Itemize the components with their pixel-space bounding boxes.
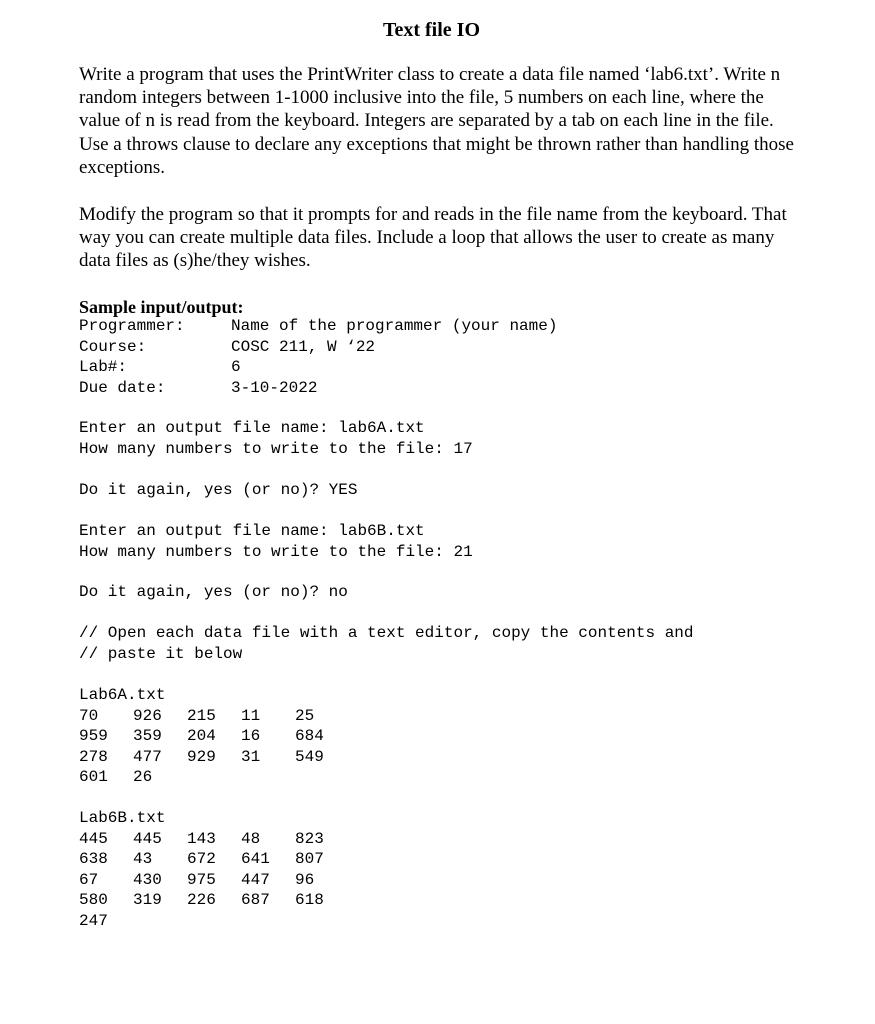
info-label: Course: <box>79 337 147 356</box>
info-row-course <box>79 337 557 358</box>
number-row <box>79 706 324 727</box>
code-comment <box>79 623 694 664</box>
number-row <box>79 849 324 870</box>
number-cell: 672 <box>187 850 216 868</box>
prompt-number-count: How many numbers to write to the file: 17 <box>79 439 473 458</box>
number-cell: 549 <box>295 747 324 766</box>
number-cell: 601 <box>79 768 108 786</box>
number-cell: 445 <box>133 829 162 848</box>
info-row-lab <box>79 357 557 378</box>
instructions-paragraph-1: Write a program that uses the PrintWriter class to create a data file named ‘lab6.txt’. Write n random integers between 1-1000 inclusive into the file, 5 numbers on each line, where the value of n is read from the keyboard. Integers are separated by a tab on each line in the file. Use a throws clause to declare any exceptions that might be thrown rather than handling those exceptions. <box>79 64 794 178</box>
prompt-do-again: Do it again, yes (or no)? YES <box>79 481 358 499</box>
number-cell: 447 <box>241 870 270 889</box>
number-cell: 823 <box>295 829 324 848</box>
number-cell: 143 <box>187 829 216 848</box>
file-b-contents <box>79 808 324 931</box>
document-title: Text file IO <box>382 19 481 41</box>
number-cell: 25 <box>295 706 315 725</box>
number-cell: 67 <box>79 870 99 889</box>
comment-line: // paste it below <box>79 644 243 663</box>
number-cell: 618 <box>295 891 324 909</box>
file-a-contents <box>79 685 324 788</box>
number-cell: 16 <box>241 727 261 745</box>
number-cell: 215 <box>187 706 216 725</box>
info-value: 6 <box>231 358 241 376</box>
session-2-prompts <box>79 521 473 562</box>
number-row <box>79 911 324 932</box>
number-cell: 204 <box>187 727 216 745</box>
number-cell: 638 <box>79 850 108 868</box>
number-cell: 684 <box>295 727 324 745</box>
info-value: Name of the programmer (your name) <box>231 317 558 335</box>
number-cell: 477 <box>133 747 162 766</box>
info-value: 3-10-2022 <box>231 378 318 397</box>
info-row-programmer <box>79 316 557 337</box>
number-row <box>79 747 324 768</box>
session-1-prompts <box>79 418 473 459</box>
number-cell: 319 <box>133 891 162 909</box>
number-cell: 580 <box>79 891 108 909</box>
number-cell: 26 <box>133 768 153 786</box>
instructions-paragraph-2: Modify the program so that it prompts for and reads in the file name from the keyboard. That way you can create multiple data files. Include a loop that allows the user to create as many data files as (s)he/they wishes. <box>79 204 787 272</box>
number-cell: 247 <box>79 911 108 930</box>
number-cell: 430 <box>133 870 162 889</box>
prompt-file-name: Enter an output file name: lab6A.txt <box>79 419 425 437</box>
file-name: Lab6B.txt <box>79 809 166 827</box>
sample-io-heading: Sample input/output: <box>79 297 244 317</box>
number-cell: 926 <box>133 706 162 725</box>
number-cell: 70 <box>79 706 99 725</box>
prompt-do-again: Do it again, yes (or no)? no <box>79 583 348 601</box>
number-row <box>79 890 324 911</box>
number-cell: 445 <box>79 829 108 848</box>
number-cell: 687 <box>241 891 270 909</box>
number-cell: 96 <box>295 870 315 889</box>
info-value: COSC 211, W ‘22 <box>231 337 376 356</box>
comment-line: // Open each data file with a text editor, copy the contents and <box>79 624 694 642</box>
number-cell: 43 <box>133 850 153 868</box>
number-cell: 807 <box>295 850 324 868</box>
info-row-due-date <box>79 378 557 399</box>
prompt-number-count: How many numbers to write to the file: 21 <box>79 542 473 561</box>
number-cell: 929 <box>187 747 216 766</box>
number-cell: 278 <box>79 747 108 766</box>
number-row <box>79 726 324 747</box>
number-cell: 226 <box>187 891 216 909</box>
info-label: Programmer: <box>79 317 185 335</box>
info-label: Lab#: <box>79 358 128 376</box>
number-cell: 959 <box>79 727 108 745</box>
session-2-again <box>79 582 348 603</box>
number-row <box>79 767 324 788</box>
number-cell: 641 <box>241 850 270 868</box>
number-cell: 11 <box>241 706 261 725</box>
info-block <box>79 316 557 398</box>
number-cell: 975 <box>187 870 216 889</box>
session-1-again <box>79 480 357 501</box>
number-cell: 31 <box>241 747 261 766</box>
number-cell: 48 <box>241 829 261 848</box>
number-row <box>79 829 324 850</box>
number-row <box>79 870 324 891</box>
prompt-file-name: Enter an output file name: lab6B.txt <box>79 522 425 540</box>
file-name: Lab6A.txt <box>79 686 166 704</box>
info-label: Due date: <box>79 378 166 397</box>
number-cell: 359 <box>133 727 162 745</box>
